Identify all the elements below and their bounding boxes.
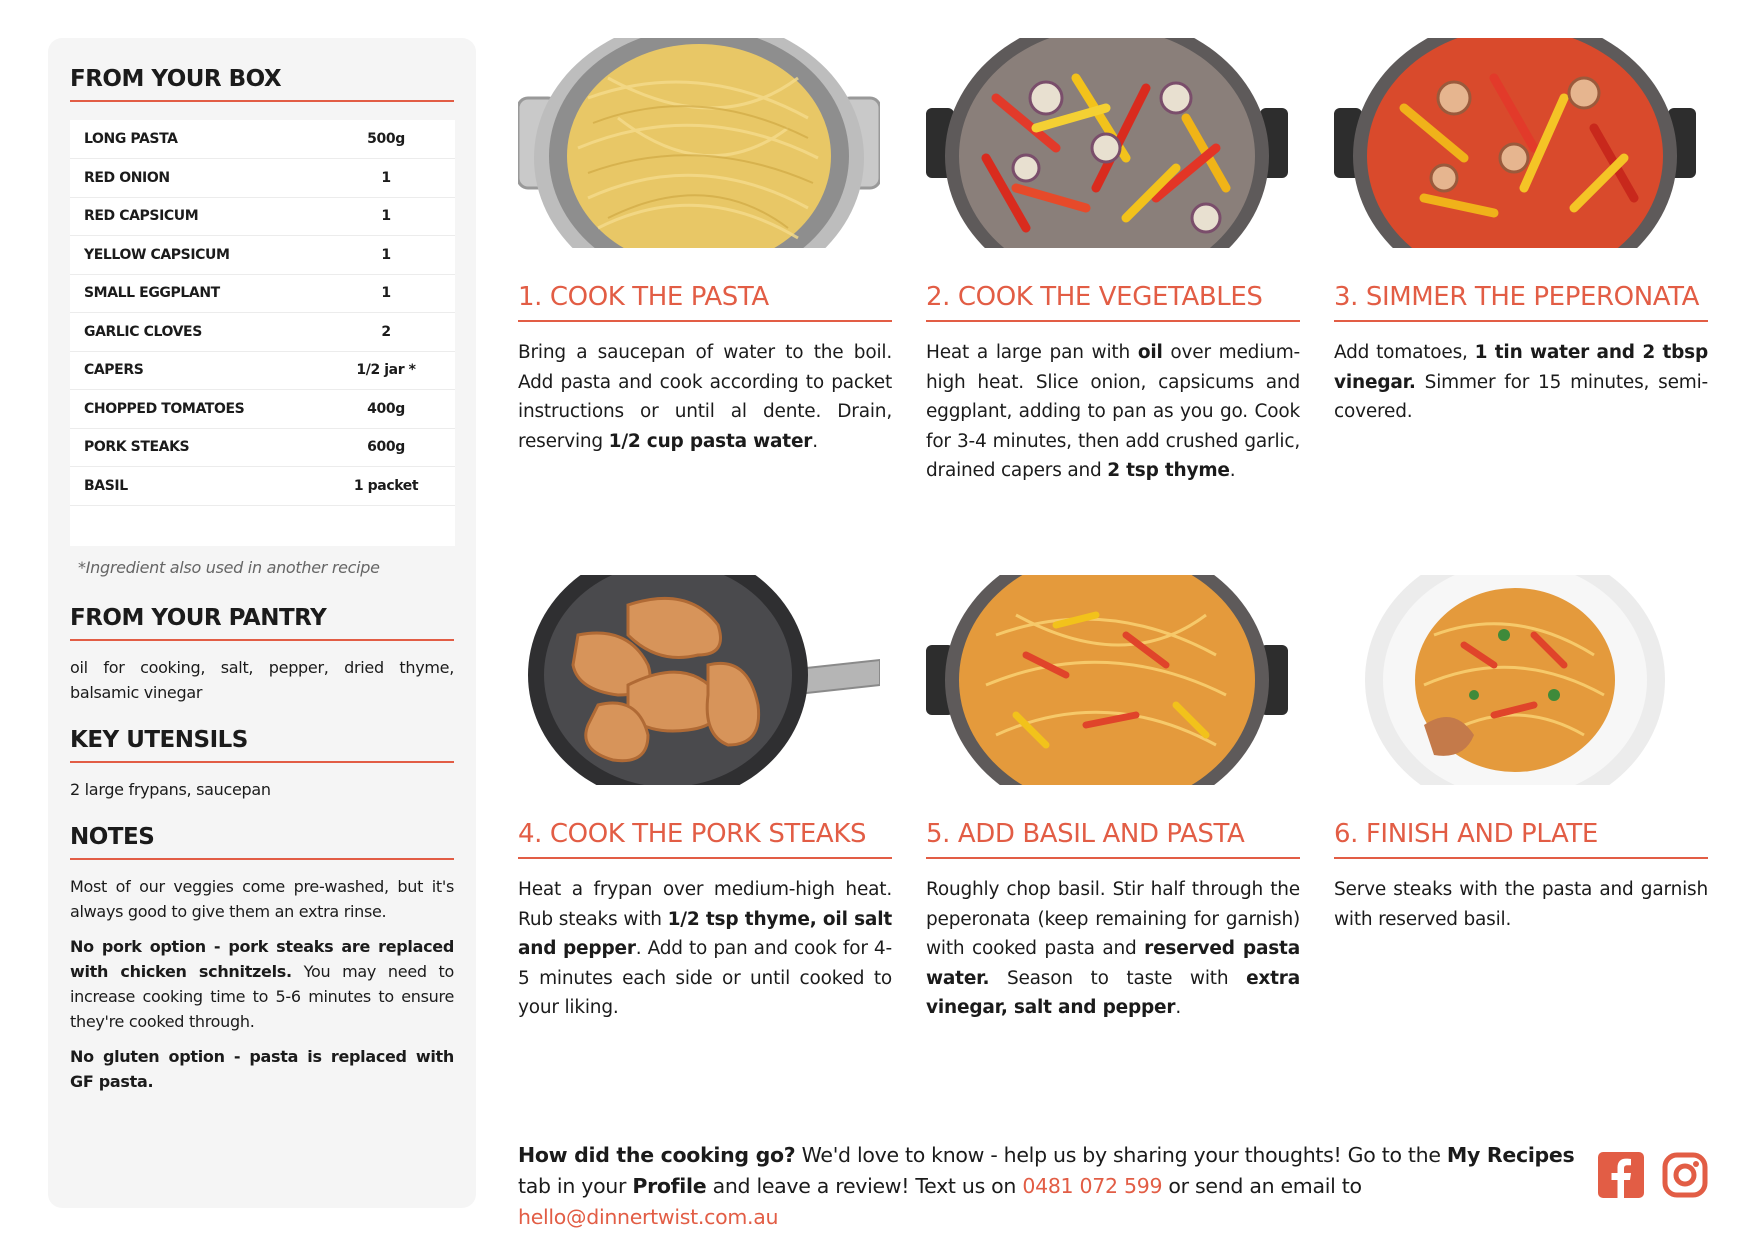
ingredient-row: [70, 274, 455, 313]
step-3-photo: [1334, 38, 1696, 248]
my-recipes-link[interactable]: My Recipes: [1446, 1143, 1575, 1167]
review-text-4: or send an email to: [1162, 1174, 1362, 1198]
step-5-title: 5. ADD BASIL AND PASTA: [926, 819, 1300, 859]
facebook-icon[interactable]: [1598, 1152, 1644, 1198]
step-text: Roughly chop basil. Stir half through the peperonata (keep remaining for garnish) with cooked pasta and: [926, 879, 1300, 959]
ingredient-qty: 600g: [367, 439, 405, 456]
step-text: Serve steaks with the pasta and garnish with reserved basil.: [1334, 879, 1708, 930]
step-1-title: 1. COOK THE PASTA: [518, 282, 892, 322]
step-6-title: 6. FINISH AND PLATE: [1334, 819, 1708, 859]
ingredient-row: [70, 428, 455, 467]
step-2-photo: [926, 38, 1288, 248]
from-your-box-heading: FROM YOUR BOX: [70, 66, 454, 102]
ingredient-qty: 1: [381, 285, 391, 302]
step-3-title: 3. SIMMER THE PEPERONATA: [1334, 282, 1708, 322]
step-text-bold: oil: [1137, 342, 1163, 363]
ingredient-qty: 1: [381, 246, 391, 263]
step-text-bold: reserved pasta water.: [926, 938, 1300, 989]
step-3: [1334, 38, 1708, 427]
note-no-pork: [70, 934, 454, 1034]
note-no-gluten-bold: No gluten option - pasta is replaced with GF pasta.: [70, 1046, 454, 1091]
ingredient-qty: 1: [381, 169, 391, 186]
step-text: .: [812, 430, 818, 452]
review-prompt: [518, 1140, 1578, 1233]
step-5-text: [926, 875, 1300, 1023]
ingredient-name: CHOPPED TOMATOES: [84, 400, 245, 417]
ingredient-footnote: *Ingredient also used in another recipe: [78, 557, 380, 577]
ingredient-name: LONG PASTA: [84, 131, 178, 147]
ingredient-qty: 1 packet: [353, 477, 419, 494]
step-3-text: [1334, 338, 1708, 427]
step-1-text: [518, 338, 892, 456]
step-5-photo: [926, 575, 1288, 785]
ingredient-name: RED ONION: [84, 169, 170, 186]
step-text-bold: 1/2 cup pasta water: [608, 430, 813, 452]
step-text: Add tomatoes,: [1334, 342, 1475, 363]
ingredient-qty: 500g: [367, 131, 405, 147]
step-text: over medium-high heat. Slice onion, capsicums and eggplant, adding to pan as you go. Cook for 3-4 minutes, then add crushed garlic, drained capers and: [926, 342, 1300, 481]
step-4-text: [518, 875, 892, 1023]
ingredient-name: CAPERS: [84, 362, 144, 379]
ingredient-row: [70, 351, 455, 390]
ingredient-row: [70, 159, 455, 198]
step-2-title: 2. COOK THE VEGETABLES: [926, 282, 1300, 322]
step-text: Bring a saucepan of water to the boil. Add pasta and cook according to packet instructions or until al dente. Drain, reserving: [518, 342, 892, 452]
ingredient-row: [70, 313, 455, 352]
instagram-icon[interactable]: [1662, 1152, 1708, 1198]
step-2: [926, 38, 1300, 486]
ingredient-name: PORK STEAKS: [84, 439, 190, 456]
step-text: Season to taste with: [989, 967, 1247, 989]
ingredient-name: GARLIC CLOVES: [84, 323, 202, 340]
step-6-photo: [1334, 575, 1696, 785]
ingredient-row: [70, 120, 455, 159]
step-text-bold: 1/2 tsp thyme, oil salt and pepper: [518, 908, 892, 959]
step-text: .: [1229, 460, 1236, 481]
ingredient-qty: 400g: [367, 400, 405, 417]
pantry-text: oil for cooking, salt, pepper, dried thyme, balsamic vinegar: [70, 657, 454, 702]
ingredient-row: [70, 236, 455, 275]
review-text-3: and leave a review! Text us on: [706, 1174, 1023, 1198]
step-text: .: [1175, 997, 1182, 1018]
utensils-text: 2 large frypans, saucepan: [70, 779, 271, 799]
email-link[interactable]: hello@dinnertwist.com.au: [518, 1205, 779, 1229]
ingredient-qty: 1: [381, 208, 391, 225]
key-utensils-heading: KEY UTENSILS: [70, 727, 454, 763]
step-1: [518, 38, 892, 456]
ingredients-table-spacer: [70, 506, 455, 546]
ingredient-row: [70, 390, 455, 429]
notes-heading: NOTES: [70, 824, 454, 860]
review-text-2: tab in your: [518, 1174, 633, 1198]
note-prewashed: Most of our veggies come pre-washed, but it's always good to give them an extra rinse.: [70, 876, 454, 921]
step-2-text: [926, 338, 1300, 486]
step-text-bold: 2 tsp thyme: [1107, 460, 1230, 481]
step-text: Heat a large pan with: [926, 342, 1138, 363]
ingredient-row: [70, 467, 455, 506]
ingredients-panel: [48, 38, 476, 1208]
phone-link[interactable]: 0481 072 599: [1022, 1174, 1163, 1198]
step-text-bold: extra vinegar, salt and pepper: [926, 967, 1300, 1018]
ingredient-qty: 1/2 jar *: [356, 362, 416, 379]
note-no-pork-bold: No pork option - pork steaks are replaced with chicken schnitzels.: [70, 936, 454, 981]
from-your-pantry-heading: FROM YOUR PANTRY: [70, 605, 454, 641]
step-5: [926, 575, 1300, 1023]
ingredient-qty: 2: [381, 323, 391, 340]
note-no-gluten: [70, 1044, 454, 1094]
ingredient-name: YELLOW CAPSICUM: [84, 246, 230, 263]
step-1-photo: [518, 38, 880, 248]
profile-link[interactable]: Profile: [632, 1174, 707, 1198]
note-no-pork-rest: You may need to increase cooking time to 5-6 minutes to ensure they're cooked through.: [70, 961, 455, 1031]
step-text-bold: 1 tin water and 2 tbsp vinegar.: [1334, 342, 1708, 393]
ingredient-name: SMALL EGGPLANT: [84, 285, 220, 302]
ingredient-name: BASIL: [84, 477, 128, 494]
step-4: [518, 575, 892, 1023]
ingredient-name: RED CAPSICUM: [84, 208, 199, 225]
step-text: Simmer for 15 minutes, semi-covered.: [1334, 371, 1708, 422]
step-6-text: [1334, 875, 1708, 934]
step-4-photo: [518, 575, 880, 785]
step-text: . Add to pan and cook for 4-5 minutes each side or until cooked to your liking.: [518, 938, 892, 1018]
step-6: [1334, 575, 1708, 934]
step-4-title: 4. COOK THE PORK STEAKS: [518, 819, 892, 859]
review-question: How did the cooking go?: [518, 1143, 796, 1167]
step-text: Heat a frypan over medium-high heat. Rub steaks with: [518, 879, 892, 930]
ingredient-row: [70, 197, 455, 236]
review-text-1: We'd love to know - help us by sharing your thoughts! Go to the: [795, 1143, 1447, 1167]
ingredients-table: [70, 120, 455, 506]
